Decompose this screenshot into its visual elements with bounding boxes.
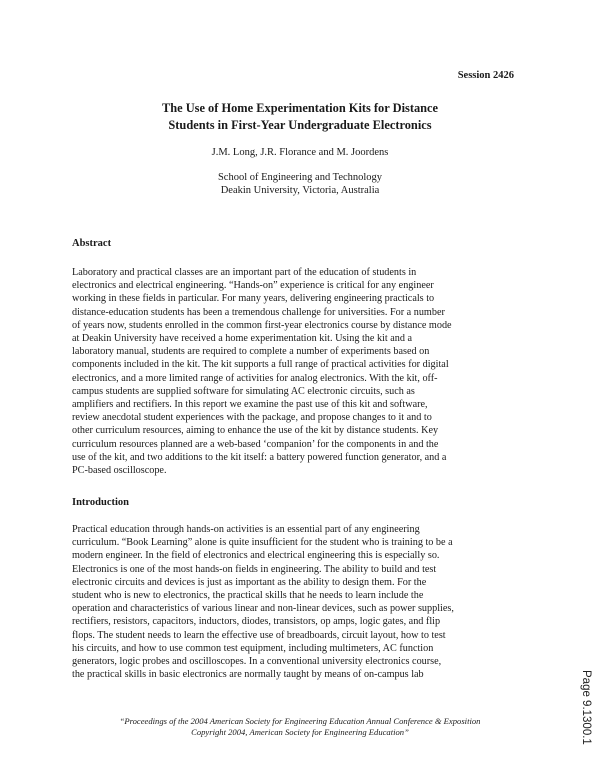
text-line: working in these fields in particular. For many years, delivering engineering practicals to [72,293,435,305]
introduction-body [72,523,532,681]
text-line: operation and characteristics of various linear and non-linear devices, such as power supplies, [72,603,454,615]
author-list: J.M. Long, J.R. Florance and M. Joordens [211,147,389,158]
text-line: generators, logic probes and oscilloscopes. In a conventional university electronics course, [72,656,442,668]
footer-line: Copyright 2004, American Society for Engineering Education” [191,727,409,737]
text-line: PC-based oscilloscope. [72,465,167,477]
text-line: use of the kit, and two additions to the kit itself: a battery powered function generator, and a [72,451,447,463]
page-number: Page 9.1300.1 [580,670,592,745]
title-line: Students in First-Year Undergraduate Electronics [168,118,432,132]
proceedings-footer [0,716,600,738]
text-line: review anecdotal student experiences with the package, and propose changes to it and to [72,412,432,424]
text-line: at Deakin University have received a home experimentation kit. Using the kit and a [72,333,413,345]
text-line: electronic circuits and devices is just as important as the ability to design them. For the [72,576,427,588]
paper-title [0,100,600,134]
text-line: components included in the kit. The kit supports a full range of practical activities for digital [72,359,449,371]
session-number: Session 2426 [457,70,514,81]
text-line: Electronics is one of the most hands-on fields in engineering. The ability to build and test [72,563,437,575]
abstract-body [72,266,532,477]
text-line: laboratory manual, students are required to complete a number of experiments based on [72,346,430,358]
affiliation [0,171,600,197]
text-line: student who is new to electronics, the practical skills that he needs to learn include the [72,590,424,602]
text-line: other curriculum resources, aiming to enhance the use of the kit by distance students. Key [72,425,439,437]
abstract-heading: Abstract [72,238,112,249]
introduction-heading: Introduction [72,497,129,508]
text-line: curriculum. “Book Learning” alone is quite insufficient for the student who is training to be a [72,537,453,549]
affiliation-line: School of Engineering and Technology [217,172,383,183]
affiliation-line: Deakin University, Victoria, Australia [220,185,380,196]
text-line: distance-education students has been a tremendous challenge for universities. For a number [72,306,445,318]
text-line: modern engineer. In the field of electronics and electrical engineering this is especially so. [72,550,440,562]
text-line: Practical education through hands-on activities is an essential part of any engineering [72,524,420,535]
text-line: amplifiers and rectifiers. In this report we examine the past use of this kit and software, [72,399,428,411]
text-line: the practical skills in basic electronics are normally taught by means of on-campus lab [72,669,424,681]
text-line: of years now, students enrolled in the common first-year electronics course by distance mode [72,319,452,331]
text-line: Laboratory and practical classes are an important part of the education of students in [72,267,417,278]
title-line: The Use of Home Experimentation Kits for Distance [161,101,439,115]
text-line: rectifiers, resistors, capacitors, inductors, diodes, transistors, op amps, logic gates, and flip [72,616,441,628]
text-line: his circuits, and how to use common test equipment, including multimeters, AC function [72,642,434,654]
text-line: electronics and electrical engineering. “Hands-on” experience is critical for any engineer [72,280,434,292]
footer-line: “Proceedings of the 2004 American Society for Engineering Education Annual Conference & Exposition [119,716,481,726]
text-line: curriculum resources planned are a web-based ‘companion’ for the components in and the [72,438,439,450]
text-line: flops. The student needs to learn the effective use of breadboards, circuit layout, how to test [72,629,446,641]
text-line: electronics, and a more limited range of activities for analog electronics. With the kit, off- [72,372,438,384]
text-line: campus students are supplied software for simulating AC electronic circuits, such as [72,385,415,397]
